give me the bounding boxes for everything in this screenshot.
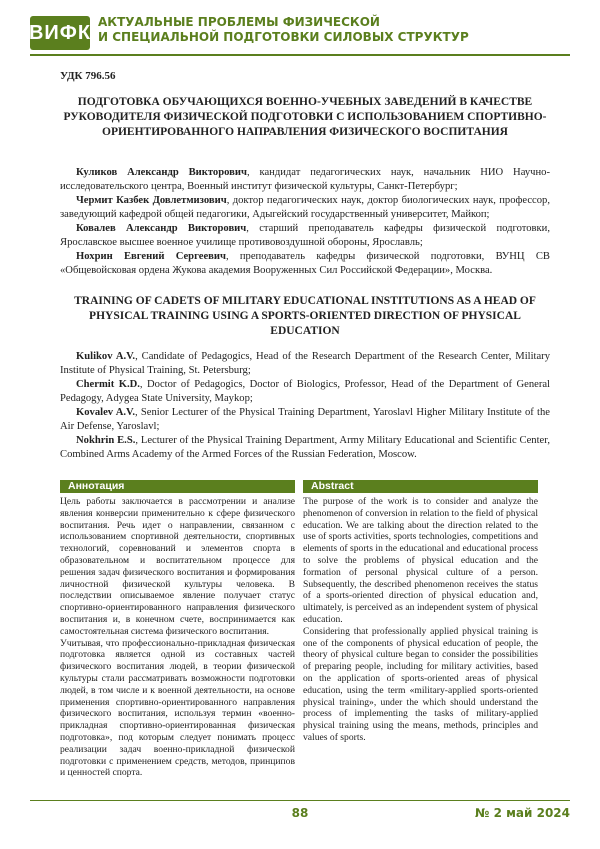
author-item (60, 250, 550, 278)
journal-title (98, 15, 478, 45)
author-name: Kulikov A.V. (76, 351, 136, 362)
author-item (60, 194, 550, 222)
author-affiliation: , кандидат педагогических наук, начальник НИО Научно-исследовательского центра, Военный институт физической культуры, Санкт-Петербург; (60, 167, 550, 192)
abstract-paragraph: Considering that professionally applied physical training is one of the components of physical education of people, the theory of physical culture began to consider the possibilities of preparing people, including for military activities, based on the application of sports-oriented areas of physical education, using the term «military-applied sports-oriented physical training», under the which should understand the process of implementing the tasks of military-applied physical training using the means, methods, principles and values of sports. (303, 625, 538, 743)
author-affiliation: , преподаватель кафедры физической подготовки, ВУНЦ СВ «Общевойсковая ордена Жукова академия Вооруженных Сил Российской Федерации», Москва. (60, 251, 550, 276)
author-name: Ковалев Александр Викторович (76, 223, 247, 234)
author-name: Chermit K.D. (76, 379, 140, 390)
abstract-paragraph: Цель работы заключается в рассмотрении и анализе явления конверсии применительно к сфере физического воспитания. Речь идет о направлении, связанном с использованием спортивной деятельности, спортивных технологий, соревнований и элементов спорта в образовательном и воспитательном процессе для решения задач физического воспитания и формирования личностной физической культуры человека. В последствии описываемое явление получает статус спортивно-ориентированного направления физического воспитания и, в конечном счете, воспринимается как самостоятельная система физического воспитания. (60, 496, 295, 637)
abstract-ru-text (60, 496, 295, 779)
author-name: Нохрин Евгений Сергеевич (76, 251, 226, 262)
article-title-ru: ПОДГОТОВКА ОБУЧАЮЩИХСЯ ВОЕННО-УЧЕБНЫХ ЗАВЕДЕНИЙ В КАЧЕСТВЕ РУКОВОДИТЕЛЯ ФИЗИЧЕСКОЙ ПОДГОТОВКИ С ИСПОЛЬЗОВАНИЕМ СПОРТИВНО-ОРИЕНТИРОВАННОГО НАПРАВЛЕНИЯ ФИЗИЧЕСКОГО ВОСПИТАНИЯ (63, 96, 547, 138)
author-affiliation: , Senior Lecturer of the Physical Training Department, Yaroslavl Higher Military Institute of the Air Defense, Yaroslavl; (60, 407, 551, 432)
header-divider (30, 54, 570, 56)
author-affiliation: , Lecturer of the Physical Training Department, Army Military Educational and Scientific Center, Combined Arms Academy of the Armed Forces of the Russian Federation, Moscow. (60, 435, 551, 460)
author-affiliation: , Doctor of Pedagogics, Doctor of Biologics, Professor, Head of the Department of General Pedagogy, Adygea State University, Maykop; (60, 379, 551, 404)
abstract-en-text (303, 496, 538, 744)
author-name: Чермит Казбек Довлетмизович (76, 195, 227, 206)
author-affiliation: , Candidate of Pedagogics, Head of the Research Department of the Research Center, Military Institute of Physical Training, St. Petersburg; (60, 351, 550, 376)
article-title-en: TRAINING OF CADETS OF MILITARY EDUCATIONAL INSTITUTIONS AS A HEAD OF PHYSICAL TRAINING USING A SPORTS-ORIENTED DIRECTION OF PHYSICAL EDUCATION (74, 295, 536, 337)
journal-logo: ВИФК (30, 16, 90, 50)
author-item (60, 378, 550, 406)
udc-code: УДК 796.56 (60, 70, 116, 82)
journal-title-line1: АКТУАЛЬНЫЕ ПРОБЛЕМЫ ФИЗИЧЕСКОЙ (98, 15, 380, 29)
footer-divider (30, 800, 570, 801)
abstract-ru-heading: Аннотация (60, 480, 295, 493)
author-item (60, 434, 550, 462)
author-name: Kovalev A.V. (76, 407, 135, 418)
page-number: 88 (291, 806, 309, 820)
abstract-ru-column (60, 480, 295, 779)
author-name: Куликов Александр Викторович (76, 167, 247, 178)
author-affiliation: , доктор педагогических наук, доктор биологических наук, профессор, заведующий кафедрой общей педагогики, Адыгейский государственный университет, Майкоп; (60, 195, 550, 220)
abstract-en-heading: Abstract (303, 480, 538, 493)
author-item (60, 350, 550, 378)
journal-title-line2: И СПЕЦИАЛЬНОЙ ПОДГОТОВКИ СИЛОВЫХ СТРУКТУР (98, 30, 469, 44)
abstract-en-column (303, 480, 538, 744)
author-item (60, 166, 550, 194)
author-item (60, 406, 550, 434)
authors-en (60, 350, 550, 462)
issue-info: № 2 май 2024 (474, 806, 570, 820)
author-affiliation: , старший преподаватель кафедры физической подготовки, Ярославское высшее военное училище противовоздушной обороны, Ярославль; (60, 223, 550, 248)
authors-ru (60, 166, 550, 278)
abstract-paragraph: The purpose of the work is to consider and analyze the phenomenon of conversion in relation to the field of physical education. We are talking about the direction related to the use of sports activities, sports technologies, competitions and elements of sports in the educational and educational process to solve the problems of physical education and the formation of personal physical culture of a person. Subsequently, the described phenomenon receives the status of a sports-oriented direction of physical education and, ultimately, is perceived as an independent system of physical education. (303, 496, 538, 625)
author-name: Nokhrin E.S. (76, 435, 136, 446)
author-item (60, 222, 550, 250)
abstract-paragraph: Учитывая, что профессионально-прикладная физическая подготовка является одной из составных частей физического воспитания людей, в теории физической культуры стали рассматривать возможности подготовки людей, в том числе и к военной деятельности, на основе применения спортивно-ориентированного направления физического воспитания, используя термин «военно-прикладная спортивно-ориентированная физическая подготовка», под которым следует понимать процесс реализации задач военно-прикладной физической подготовки с применением средств, методов, принципов и ценностей спорта. (60, 637, 295, 779)
